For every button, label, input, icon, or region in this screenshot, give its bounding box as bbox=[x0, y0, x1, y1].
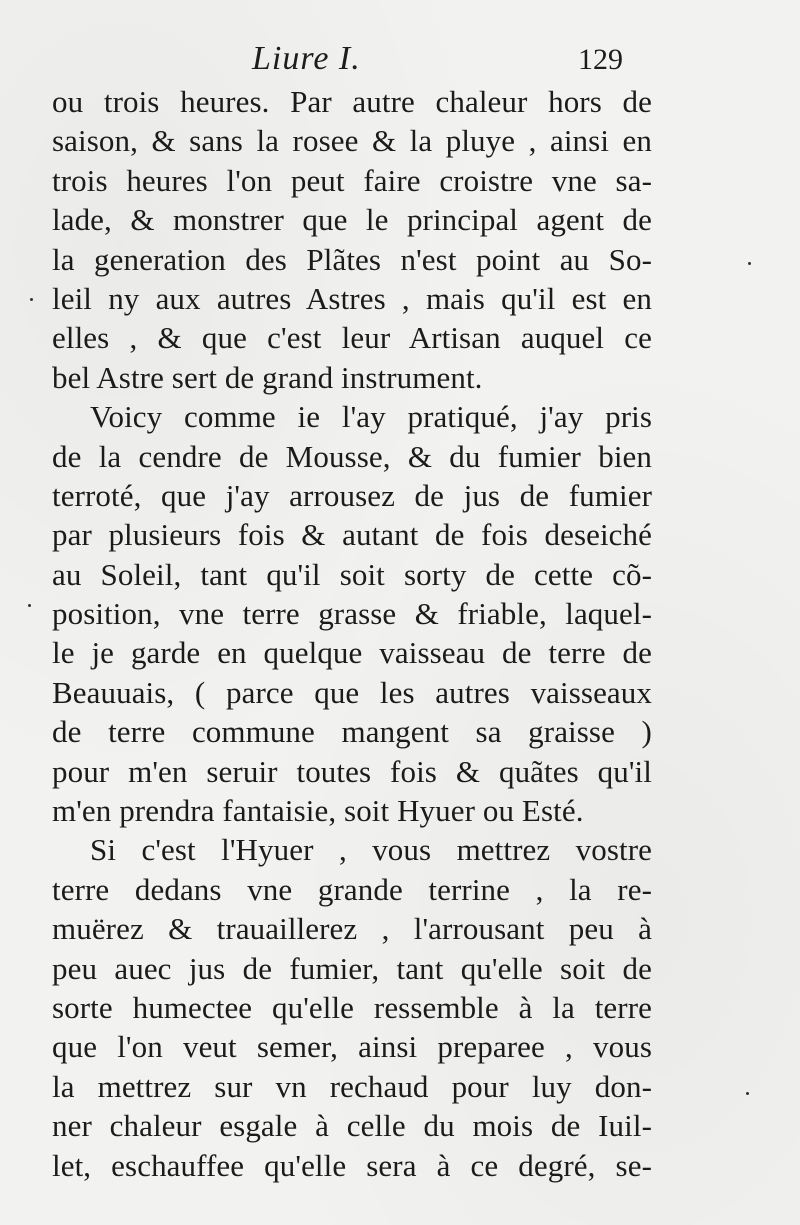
text-line: muërez & trauaillerez , l'arrousant peu à bbox=[52, 911, 652, 947]
text-line: la generation des Plãtes n'est point au So- bbox=[52, 241, 652, 277]
text-line: terroté, que j'ay arrousez de jus de fumier bbox=[52, 477, 652, 513]
body-text bbox=[52, 82, 652, 1185]
running-title: Liure I. bbox=[252, 40, 361, 77]
text-line: le je garde en quelque vaisseau de terre de bbox=[52, 635, 652, 671]
text-line: pour m'en seruir toutes fois & quãtes qu'il bbox=[52, 753, 652, 789]
ink-speck bbox=[30, 298, 33, 301]
text-line: saison, & sans la rosee & la pluye , ainsi en bbox=[52, 123, 652, 159]
text-line: lade, & monstrer que le principal agent de bbox=[52, 202, 652, 238]
text-line: ner chaleur esgale à celle du mois de Iuil- bbox=[52, 1108, 652, 1144]
text-line: par plusieurs fois & autant de fois deseiché bbox=[52, 517, 652, 553]
text-line: bel Astre sert de grand instrument. bbox=[52, 359, 483, 395]
text-line: terre dedans vne grande terrine , la re- bbox=[52, 871, 652, 907]
text-line: peu auec jus de fumier, tant qu'elle soit de bbox=[52, 950, 652, 986]
text-line: Beauuais, ( parce que les autres vaisseaux bbox=[52, 674, 652, 710]
ink-speck bbox=[748, 262, 751, 265]
text-line: m'en prendra fantaisie, soit Hyuer ou Esté. bbox=[52, 793, 584, 829]
text-line: de terre commune mangent sa graisse ) bbox=[52, 714, 652, 750]
ink-speck bbox=[28, 604, 31, 607]
text-line: de la cendre de Mousse, & du fumier bien bbox=[52, 438, 652, 474]
text-line: au Soleil, tant qu'il soit sorty de cette cõ- bbox=[52, 556, 652, 592]
text-line: Voicy comme ie l'ay pratiqué, j'ay pris bbox=[90, 399, 652, 435]
text-line: Si c'est l'Hyuer , vous mettrez vostre bbox=[90, 832, 652, 868]
text-line: la mettrez sur vn rechaud pour luy don- bbox=[52, 1068, 652, 1104]
text-line: ou trois heures. Par autre chaleur hors de bbox=[52, 84, 652, 119]
text-line: let, eschauffee qu'elle sera à ce degré, se- bbox=[52, 1147, 652, 1183]
text-line: que l'on veut semer, ainsi preparee , vous bbox=[52, 1029, 652, 1065]
text-line: trois heures l'on peut faire croistre vne sa- bbox=[52, 162, 652, 198]
text-line: sorte humectee qu'elle ressemble à la terre bbox=[52, 989, 652, 1025]
text-line: elles , & que c'est leur Artisan auquel ce bbox=[52, 320, 652, 356]
text-line: position, vne terre grasse & friable, laquel- bbox=[52, 596, 652, 632]
ink-speck bbox=[746, 1092, 749, 1095]
text-line: leil ny aux autres Astres , mais qu'il est en bbox=[52, 280, 652, 316]
page-number: 129 bbox=[578, 43, 623, 76]
